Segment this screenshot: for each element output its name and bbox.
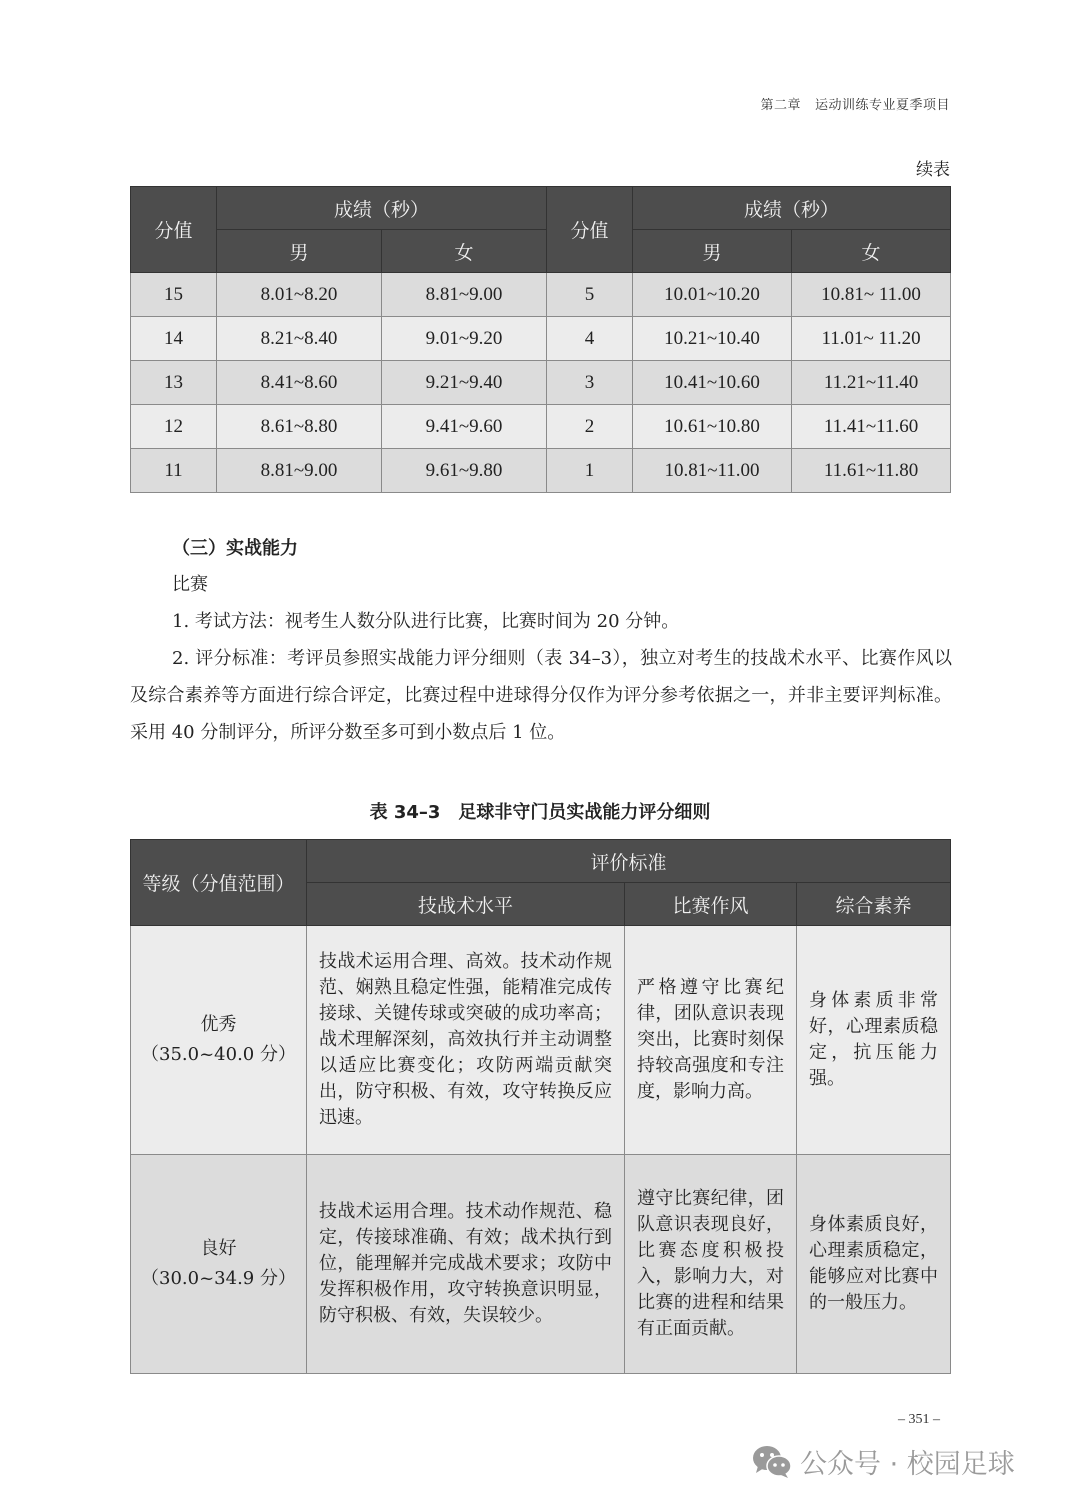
technical-cell: 技战术运用合理、高效。技术动作规范、娴熟且稳定性强，能精准完成传接球、关键传球或突破的成功率高；战术理解深刻，高效执行并主动调整以适应比赛变化；攻防两端贡献突出，防守积极、有效，攻守转换反应迅速。 bbox=[307, 926, 625, 1155]
header-female-left: 女 bbox=[382, 230, 547, 273]
table-row bbox=[131, 273, 951, 317]
watermark-text: 公众号 · 校园足球 bbox=[800, 1449, 1015, 1480]
header-score-right: 分值 bbox=[547, 187, 633, 273]
grade-range: （35.0~40.0 分） bbox=[141, 1044, 296, 1065]
table-row bbox=[131, 361, 951, 405]
watermark bbox=[752, 1442, 1015, 1481]
score-cell: 11 bbox=[131, 449, 217, 493]
match-ability-rubric-table bbox=[130, 839, 951, 1374]
male-time-cell: 10.81~11.00 bbox=[633, 449, 792, 493]
table-header-row bbox=[131, 187, 951, 230]
male-time-cell: 8.41~8.60 bbox=[217, 361, 382, 405]
male-time-cell: 10.01~10.20 bbox=[633, 273, 792, 317]
score-cell: 13 bbox=[131, 361, 217, 405]
table-row bbox=[131, 926, 951, 1155]
page-number: – 351 – bbox=[898, 1412, 940, 1427]
score-cell: 3 bbox=[547, 361, 633, 405]
score-cell: 4 bbox=[547, 317, 633, 361]
table-row bbox=[131, 1155, 951, 1374]
female-time-cell: 9.21~9.40 bbox=[382, 361, 547, 405]
section-heading: （三）实战能力 bbox=[172, 538, 298, 559]
header-quality: 综合素养 bbox=[797, 883, 951, 926]
wechat-icon bbox=[752, 1445, 792, 1479]
male-time-cell: 8.01~8.20 bbox=[217, 273, 382, 317]
female-time-cell: 9.01~9.20 bbox=[382, 317, 547, 361]
female-time-cell: 11.21~11.40 bbox=[792, 361, 951, 405]
table-row bbox=[131, 449, 951, 493]
header-score-left: 分值 bbox=[131, 187, 217, 273]
quality-cell: 身体素质非常好，心理素质稳定，抗压能力强。 bbox=[797, 926, 951, 1155]
exam-method-paragraph: 1. 考试方法：视考生人数分队进行比赛，比赛时间为 20 分钟。 bbox=[172, 611, 680, 632]
technical-cell: 技战术运用合理。技术动作规范、稳定，传接球准确、有效；战术执行到位，能理解并完成战术要求；攻防中发挥积极作用，攻守转换意识明显，防守积极、有效，失误较少。 bbox=[307, 1155, 625, 1374]
female-time-cell: 9.61~9.80 bbox=[382, 449, 547, 493]
score-cell: 1 bbox=[547, 449, 633, 493]
section-subheading: 比赛 bbox=[172, 574, 208, 595]
score-cell: 12 bbox=[131, 405, 217, 449]
header-grade: 等级（分值范围） bbox=[131, 840, 307, 926]
table-row bbox=[131, 317, 951, 361]
header-male-right: 男 bbox=[633, 230, 792, 273]
male-time-cell: 10.21~10.40 bbox=[633, 317, 792, 361]
header-criteria: 评价标准 bbox=[307, 840, 951, 883]
table-row bbox=[131, 405, 951, 449]
female-time-cell: 11.01~ 11.20 bbox=[792, 317, 951, 361]
grade-cell bbox=[131, 1155, 307, 1374]
header-style: 比赛作风 bbox=[625, 883, 797, 926]
male-time-cell: 8.61~8.80 bbox=[217, 405, 382, 449]
running-head bbox=[760, 94, 950, 113]
female-time-cell: 8.81~9.00 bbox=[382, 273, 547, 317]
chapter-number: 第二章 bbox=[760, 98, 801, 113]
male-time-cell: 8.21~8.40 bbox=[217, 317, 382, 361]
female-time-cell: 10.81~ 11.00 bbox=[792, 273, 951, 317]
score-cell: 2 bbox=[547, 405, 633, 449]
grade-range: （30.0~34.9 分） bbox=[141, 1268, 296, 1289]
female-time-cell: 9.41~9.60 bbox=[382, 405, 547, 449]
male-time-cell: 8.81~9.00 bbox=[217, 449, 382, 493]
score-cell: 5 bbox=[547, 273, 633, 317]
score-cell: 14 bbox=[131, 317, 217, 361]
female-time-cell: 11.41~11.60 bbox=[792, 405, 951, 449]
quality-cell: 身体素质良好，心理素质稳定，能够应对比赛中的一般压力。 bbox=[797, 1155, 951, 1374]
table-subheader-row bbox=[131, 230, 951, 273]
score-cell: 15 bbox=[131, 273, 217, 317]
header-result-left: 成绩（秒） bbox=[217, 187, 547, 230]
table-caption: 表 34–3 足球非守门员实战能力评分细则 bbox=[369, 802, 711, 823]
grade-cell bbox=[131, 926, 307, 1155]
header-result-right: 成绩（秒） bbox=[633, 187, 951, 230]
chapter-title: 运动训练专业夏季项目 bbox=[814, 98, 950, 113]
grade-label: 良好 bbox=[200, 1238, 237, 1259]
header-technical: 技战术水平 bbox=[307, 883, 625, 926]
header-male-left: 男 bbox=[217, 230, 382, 273]
style-cell: 严格遵守比赛纪律，团队意识表现突出，比赛时刻保持较高强度和专注度，影响力高。 bbox=[625, 926, 797, 1155]
continued-table-label: 续表 bbox=[916, 160, 950, 180]
male-time-cell: 10.61~10.80 bbox=[633, 405, 792, 449]
style-cell: 遵守比赛纪律，团队意识表现良好，比赛态度积极投入，影响力大，对比赛的进程和结果有正面贡献。 bbox=[625, 1155, 797, 1374]
sprint-score-table bbox=[130, 186, 951, 493]
scoring-standard-paragraph: 2. 评分标准：考评员参照实战能力评分细则（表 34–3），独立对考生的技战术水平、比赛作风以及综合素养等方面进行综合评定，比赛过程中进球得分仅作为评分参考依据之一，并非主要评判标准。采用 40 分制评分，所评分数至多可到小数点后 1 位。 bbox=[130, 648, 952, 743]
female-time-cell: 11.61~11.80 bbox=[792, 449, 951, 493]
male-time-cell: 10.41~10.60 bbox=[633, 361, 792, 405]
table-header-row bbox=[131, 840, 951, 883]
header-female-right: 女 bbox=[792, 230, 951, 273]
grade-label: 优秀 bbox=[200, 1014, 237, 1035]
